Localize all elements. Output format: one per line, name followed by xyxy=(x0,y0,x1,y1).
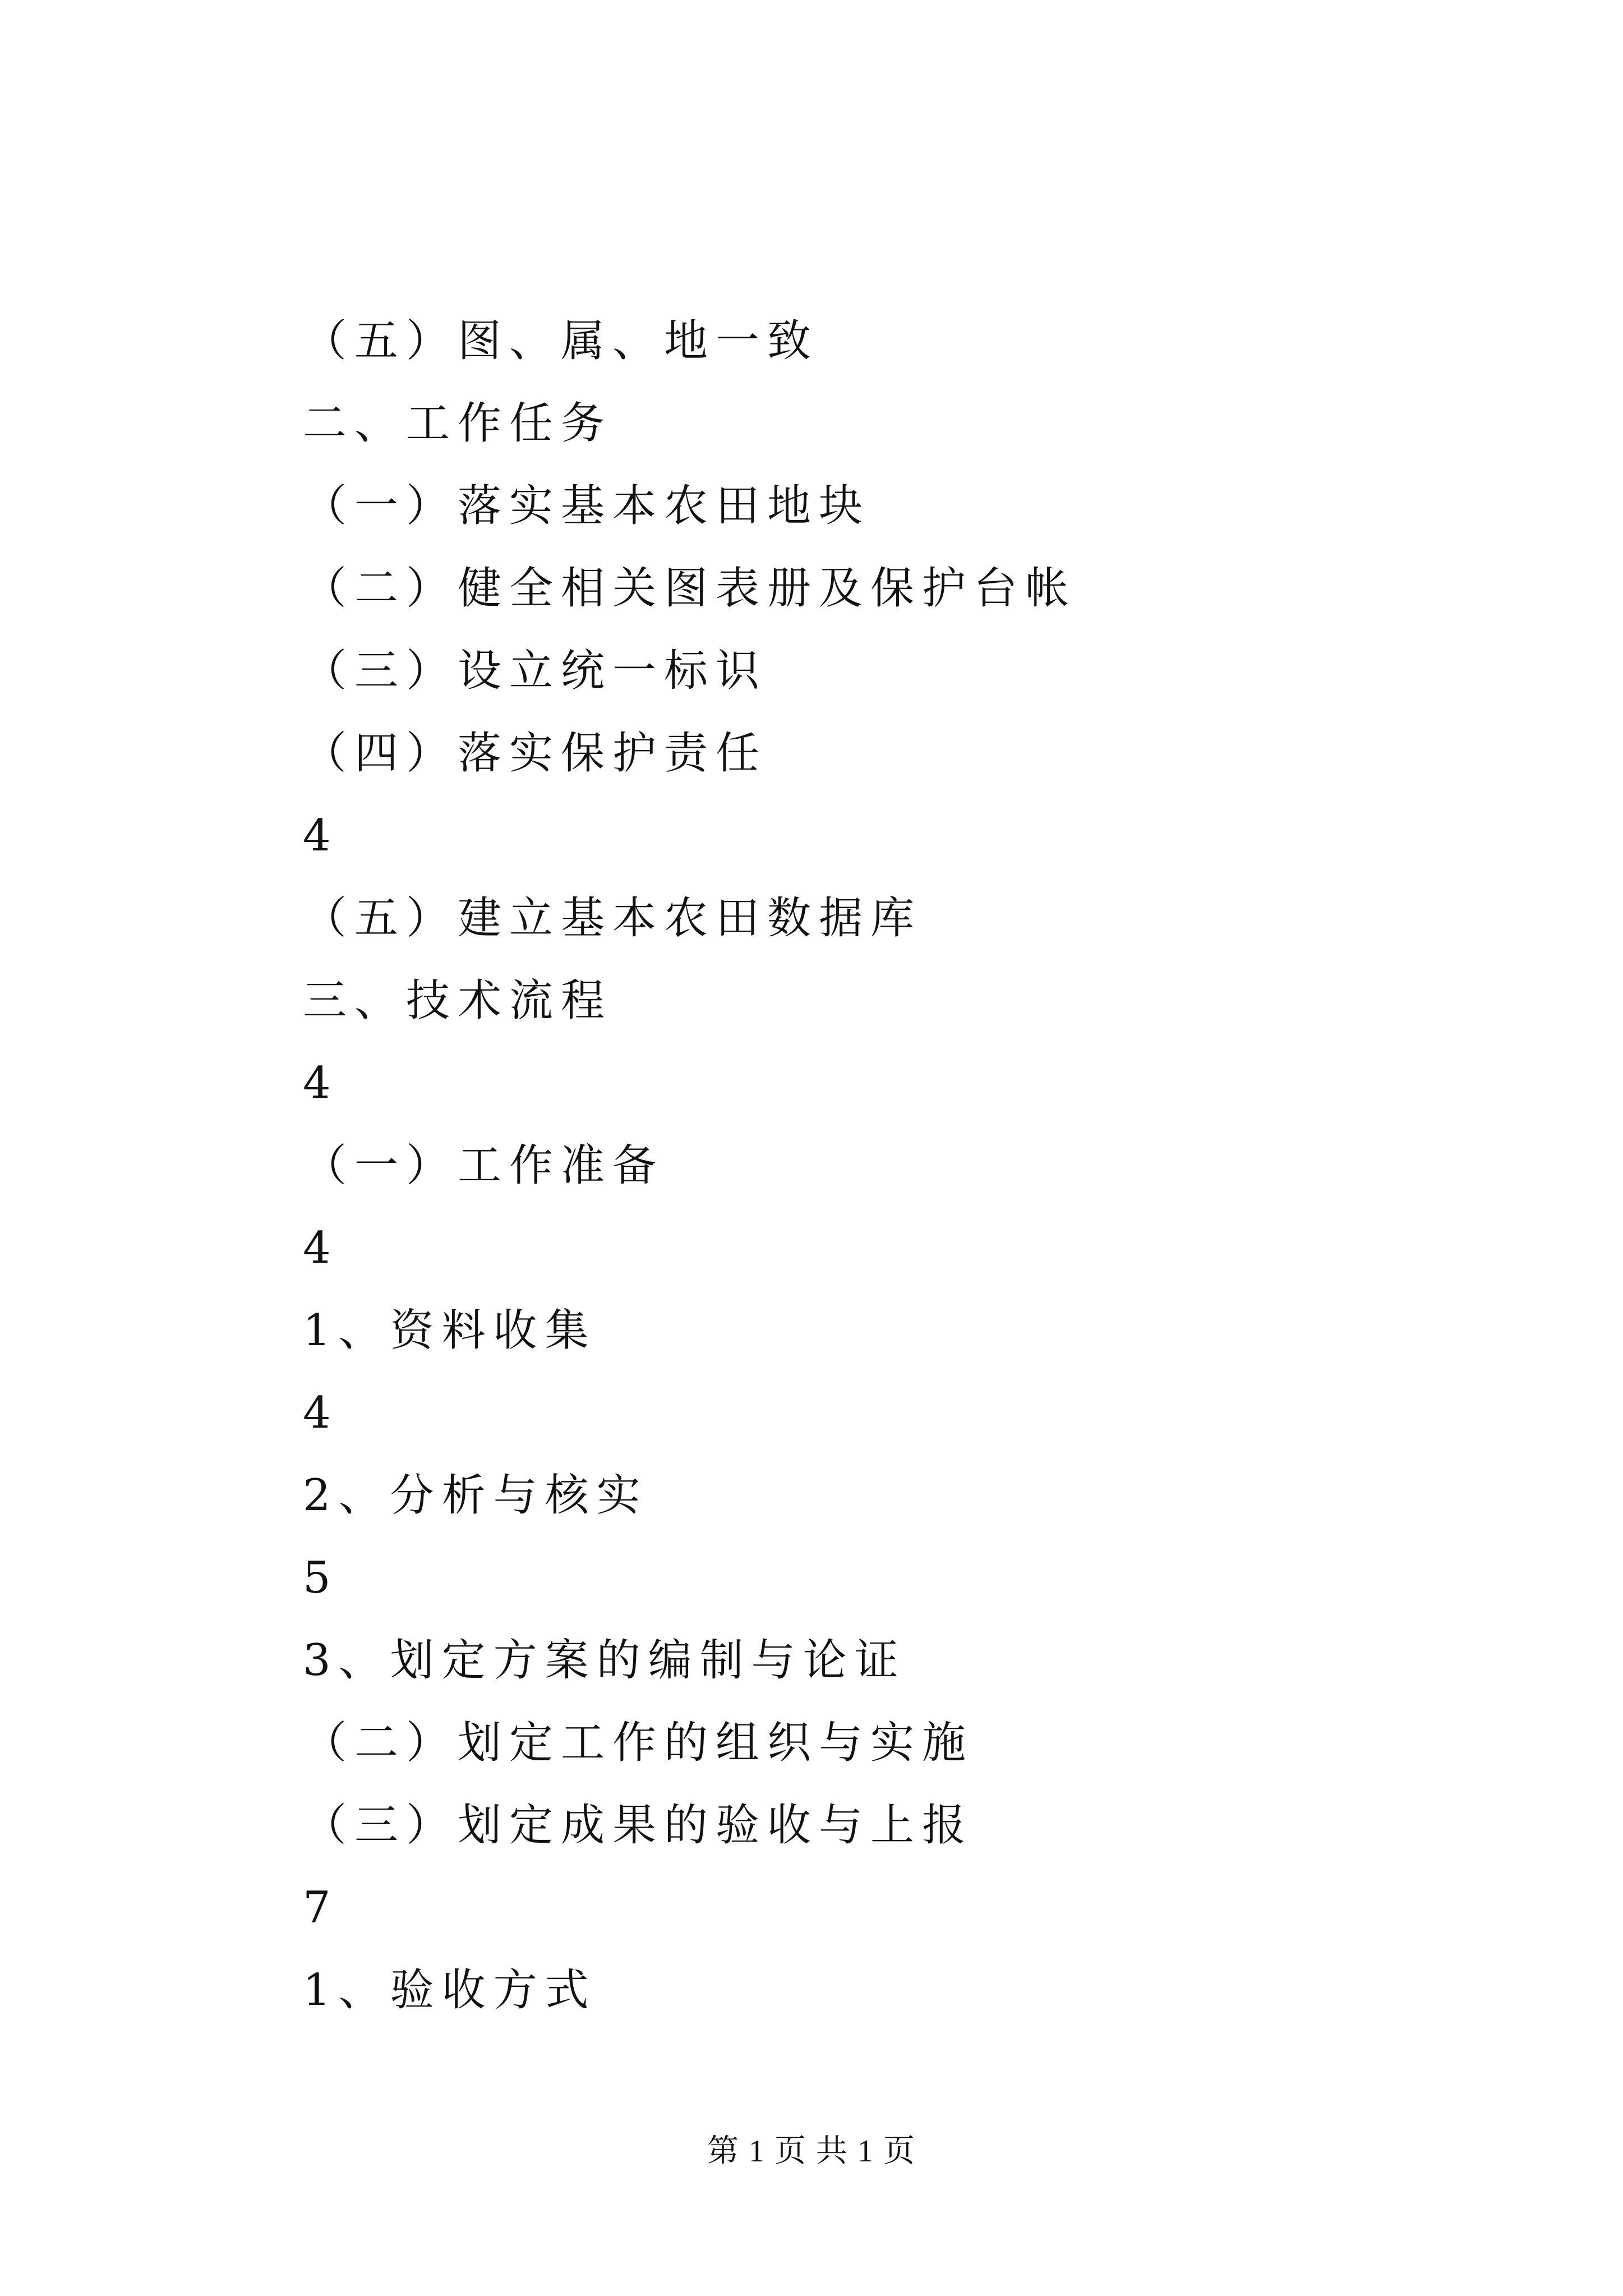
toc-line: （五）图、属、地一致 xyxy=(303,316,819,366)
page-number-ref: 4 xyxy=(303,811,339,861)
toc-line: （一）落实基本农田地块 xyxy=(303,481,871,531)
toc-line: （五）建立基本农田数据库 xyxy=(303,893,923,944)
toc-line: 1、资料收集 xyxy=(303,1305,597,1356)
page-footer: 第 1 页 共 1 页 xyxy=(707,2134,916,2169)
document-body xyxy=(303,300,1424,2032)
page-number-ref: 7 xyxy=(303,1883,339,1933)
page-number-ref: 5 xyxy=(303,1553,339,1603)
toc-line: 3、划定方案的编制与论证 xyxy=(303,1635,906,1686)
toc-line: （四）落实保护责任 xyxy=(303,728,768,779)
toc-line: 1、验收方式 xyxy=(303,1965,597,2016)
page-number-ref: 4 xyxy=(303,1223,339,1273)
toc-line: （三）设立统一标识 xyxy=(303,646,768,696)
section-heading: 二、工作任务 xyxy=(303,398,613,449)
page-number-ref: 4 xyxy=(303,1058,339,1108)
toc-line: 2、分析与核实 xyxy=(303,1470,648,1521)
toc-line: （一）工作准备 xyxy=(303,1140,665,1191)
toc-line: （二）健全相关图表册及保护台帐 xyxy=(303,563,1077,614)
toc-line: （三）划定成果的验收与上报 xyxy=(303,1800,974,1851)
page-number-ref: 4 xyxy=(303,1388,339,1438)
toc-line: （二）划定工作的组织与实施 xyxy=(303,1718,974,1768)
section-heading: 三、技术流程 xyxy=(303,976,613,1026)
